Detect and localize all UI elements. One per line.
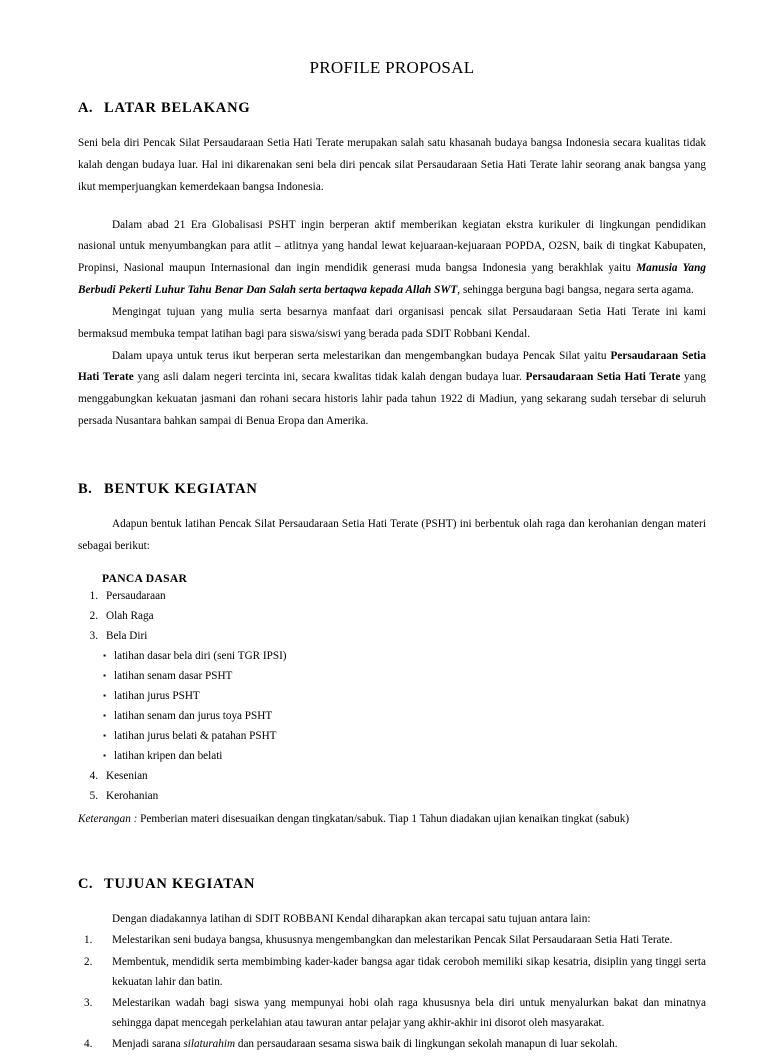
list-item (78, 952, 706, 993)
paragraph-b-intro: Adapun bentuk latihan Pencak Silat Persaudaraan Setia Hati Terate (PSHT) ini berbentuk olah raga dan kerohanian dengan materi sebagai berikut: (78, 517, 706, 552)
list-text: latihan senam dan jurus toya PSHT (114, 710, 273, 723)
list-text: Olah Raga (106, 610, 154, 623)
list-item (78, 587, 706, 607)
paragraph-a2-tail: , sehingga berguna bagi bangsa, negara serta agama. (457, 284, 694, 297)
list-text-lead: Menjadi sarana (112, 1038, 184, 1051)
list-item (78, 787, 706, 807)
section-heading-a (78, 100, 706, 117)
paragraph-a1: Seni bela diri Pencak Silat Persaudaraan Setia Hati Terate merupakan salah satu khasanah budaya bangsa Indonesia secara kualitas tidak kalah dengan budaya luar. Hal ini dikarenakan seni bela diri pencak silat Persaudaraan Setia Hati Terate lahir seorang anak bangsa yang ikut memperjuangkan kemerdekaan bangsa Indonesia. (78, 137, 706, 193)
section-letter-a: A. (78, 100, 93, 116)
list-text-italic: silaturahim (183, 1038, 236, 1051)
paragraph-a4-bold2: Persaudaraan Setia Hati Terate (525, 371, 681, 384)
list-text: Membentuk, mendidik serta membimbing kader-kader bangsa agar tidak ceroboh memiliki sikap kesatria, disiplin yang tinggi serta kekuatan lahir dan batin. (112, 956, 706, 988)
section-a-body (78, 133, 706, 199)
section-heading-c (78, 876, 706, 893)
list-item (78, 667, 706, 687)
list-marker: 2. (84, 956, 93, 969)
paragraph-a2-lead: Dalam abad 21 Era Globalisasi PSHT ingin berperan aktif memberikan kegiatan ekstra kurikuler di lingkungan pendidikan nasional untuk menyumbangkan para atlit – atlitnya yang handal lewat kejuaraan-kejuaraan POPDA, O2SN, baik di tingkat Kabupaten, Propinsi, Nasional maupun Internasional dan ingin mendidik generasi muda bangsa Indonesia yang berakhlak yaitu (78, 218, 706, 275)
section-label-b: BENTUK KEGIATAN (104, 480, 258, 497)
bentuk-kegiatan-list (78, 587, 706, 807)
list-item (78, 727, 706, 747)
paragraph-a4-p2: yang asli dalam negeri tercinta ini, secara kwalitas tidak kalah dengan budaya luar. (133, 371, 526, 384)
paragraph-a4-p1: Dalam upaya untuk terus ikut berperan serta melestarikan dan mengembangkan budaya Pencak Silat yaitu (112, 349, 611, 362)
list-marker: 5. (89, 790, 98, 803)
list-item (78, 647, 706, 667)
paragraph-a2 (78, 215, 706, 302)
list-text: Bela Diri (106, 630, 148, 643)
list-item (78, 707, 706, 727)
list-item (78, 1034, 706, 1056)
list-text: latihan jurus belati & patahan PSHT (114, 730, 277, 743)
list-text: latihan senam dasar PSHT (114, 670, 233, 683)
list-item (78, 687, 706, 707)
section-heading-b (78, 481, 706, 498)
list-text (112, 1035, 706, 1055)
section-c-intro-block (78, 909, 706, 931)
list-item (78, 747, 706, 767)
list-item (78, 930, 706, 952)
paragraph-a2-italic: Manusia Yang Berbudi Pekerti Luhur Tahu Benar Dan Salah serta bertaqwa kepada Allah SWT (78, 262, 706, 297)
list-item (78, 607, 706, 627)
spacer-a-b (78, 433, 706, 459)
keterangan-note (78, 811, 706, 828)
list-text-tail: dan persaudaraan sesama siswa baik di lingkungan sekolah manapun di luar sekolah. (235, 1038, 618, 1051)
list-text: Kerohanian (106, 790, 159, 803)
list-text: Persaudaraan (106, 590, 166, 603)
section-label-a: LATAR BELAKANG (104, 100, 251, 116)
square-bullet-icon: ▪ (103, 711, 106, 721)
square-bullet-icon: ▪ (103, 731, 106, 741)
section-a-body-2 (78, 215, 706, 433)
keterangan-text: Pemberian materi disesuaikan dengan tingkatan/sabuk. Tiap 1 Tahun diadakan ujian kenaikan tingkat (sabuk) (137, 812, 630, 825)
list-marker: 2. (89, 610, 98, 623)
square-bullet-icon: ▪ (103, 671, 106, 681)
list-text: latihan dasar bela diri (seni TGR IPSI) (114, 650, 287, 663)
section-letter-b: B. (78, 480, 93, 497)
square-bullet-icon: ▪ (103, 651, 106, 661)
list-text: latihan kripen dan belati (114, 750, 223, 763)
list-text: Melestarikan wadah bagi siswa yang mempunyai hobi olah raga khususnya bela diri untuk menyalurkan bakat dan minatnya sehingga dapat mencegah perkelahian atau tawuran antar pelajar yang akhir-akhir ini disorot oleh masyarakat. (112, 997, 706, 1029)
list-marker: 4. (89, 770, 98, 783)
section-label-c: TUJUAN KEGIATAN (104, 875, 256, 892)
tujuan-kegiatan-list (78, 930, 706, 1056)
paragraph-a4-p3: yang menggabungkan kekuatan jasmani dan rohani secara historis lahir pada tahun 1922 di Madiun, yang sekarang sudah tersebar di seluruh persada Nusantara bahkan sampai di Benua Eropa dan Amerika. (78, 371, 706, 428)
keterangan-label: Keterangan : (78, 812, 138, 825)
list-marker: 4. (84, 1038, 93, 1051)
spacer-b-c (78, 828, 706, 854)
list-text: Kesenian (106, 770, 148, 783)
list-item (78, 767, 706, 787)
subheading-panca-dasar: PANCA DASAR (102, 571, 188, 585)
list-marker: 1. (84, 934, 93, 947)
list-text: Melestarikan seni budaya bangsa, khususnya mengembangkan dan melestarikan Pencak Silat Persaudaraan Setia Hati Terate. (112, 934, 673, 947)
list-text: latihan jurus PSHT (114, 690, 200, 703)
list-marker: 3. (89, 630, 98, 643)
square-bullet-icon: ▪ (103, 691, 106, 701)
paragraph-c-intro: Dengan diadakannya latihan di SDIT ROBBANI Kendal diharapkan akan tercapai satu tujuan antara lain: (112, 912, 591, 925)
page-title: PROFILE PROPOSAL (309, 58, 475, 77)
list-marker: 3. (84, 997, 93, 1010)
section-letter-c: C. (78, 875, 93, 892)
list-item (78, 993, 706, 1034)
paragraph-a4-bold1: Persaudaraan Setia Hati Terate (78, 349, 706, 384)
paragraph-a4 (78, 346, 706, 433)
paragraph-a3: Mengingat tujuan yang mulia serta besarnya manfaat dari organisasi pencak silat Persaudaraan Setia Hati Terate ini kami bermaksud membuka tempat latihan bagi para siswa/siswi yang berada pada SDIT Robbani Kendal. (78, 305, 706, 340)
list-marker: 1. (89, 590, 98, 603)
section-b-intro-block (78, 514, 706, 558)
square-bullet-icon: ▪ (103, 751, 106, 761)
list-item (78, 627, 706, 647)
